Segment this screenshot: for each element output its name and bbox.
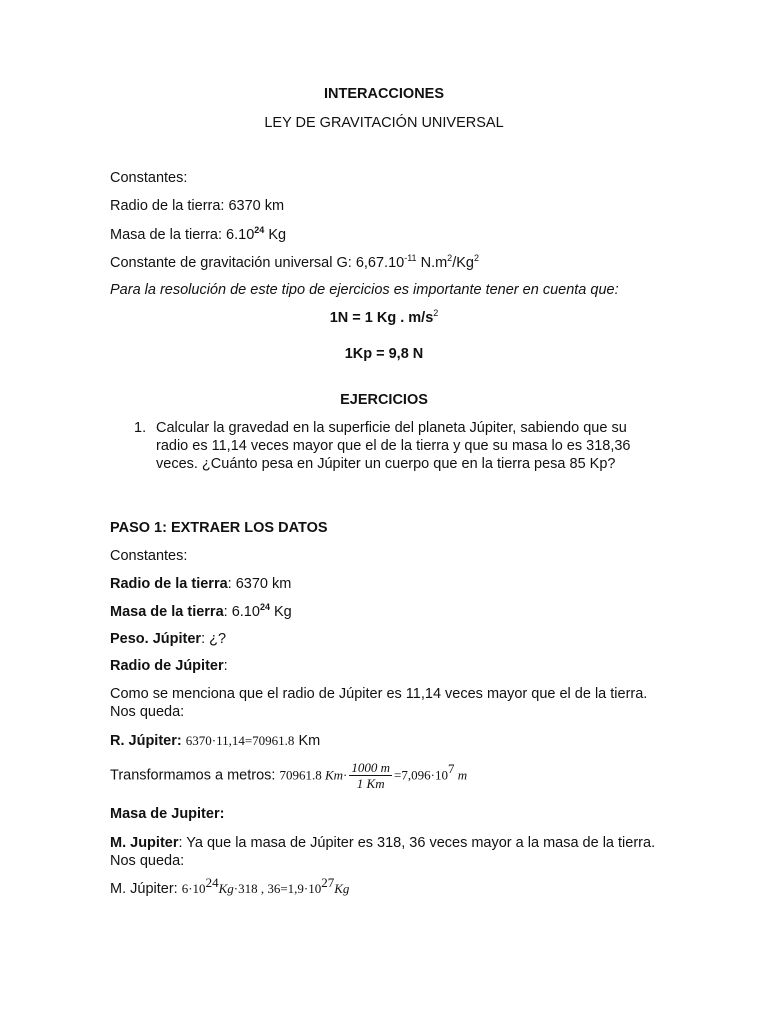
constant-earth-mass: Masa de la tierra: 6.10$^{24}$ Kg <box>110 225 287 243</box>
exercise-number: 1. <box>134 420 147 436</box>
conversion-fraction: $\frac{1000 m}{1 Km}$ <box>351 760 391 791</box>
step1-earth-mass: Masa de la tierra: 6.10$^{24}$ Kg <box>110 602 292 620</box>
page-title: INTERACCIONES <box>323 86 445 102</box>
meters-conversion: Transformamos a metros: 70961.8 Km· $\frac{1000 m}{1 Km}$ $=7,096\cdot 10^7$ m <box>110 760 468 791</box>
constant-earth-radius: Radio de la tierra: 6370 km <box>110 198 285 214</box>
page-subtitle: LEY DE GRAVITACIÓN UNIVERSAL <box>264 115 504 131</box>
jupiter-mass-explanation: M. Jupiter: Ya que la masa de Júpiter es 318, 36 veces mayor a la masa de la tierra. Nos queda: <box>110 835 656 869</box>
step1-heading: PASO 1: EXTRAER LOS DATOS <box>110 520 328 536</box>
exercise-text: Calcular la gravedad en la superficie del planeta Júpiter, sabiendo que su radio es 11,14 veces mayor que el de la tierra y que su masa lo es 318,36 veces. ¿Cuánto pesa en Júpiter un cuerpo que en la tierra pesa 85 Kp? <box>156 420 631 472</box>
jupiter-mass-heading: Masa de Jupiter: <box>110 806 225 822</box>
step1-jupiter-radius-label: Radio de Júpiter: <box>110 658 228 674</box>
resolution-note: Para la resolución de este tipo de ejercicios es importante tener en cuenta que: <box>110 282 619 298</box>
jupiter-radius-calc: R. Júpiter: 6370·11,14=70961.8 Km <box>110 733 321 749</box>
step1-jupiter-weight: Peso. Júpiter: ¿? <box>110 631 227 647</box>
jupiter-mass-calc: M. Júpiter: $6\cdot 10^{24}Kg\cdot 318$ , $36=1,9\cdot 10^{27}Kg$ <box>110 875 350 897</box>
formula-kp: 1Kp = 9,8 N <box>344 346 424 362</box>
jupiter-radius-explanation: Como se menciona que el radio de Júpiter es 11,14 veces mayor que el de la tierra. Nos queda: <box>110 686 648 720</box>
step1-constants: Constantes: <box>110 548 188 564</box>
constant-gravitation: Constante de gravitación universal G: $6,67.10^{-11}$ $N.m^2/Kg^2$ <box>110 253 479 271</box>
constants-heading: Constantes: <box>110 170 188 186</box>
formula-newton: 1N = 1 Kg . $m/s^2$ <box>329 308 439 326</box>
step1-earth-radius: Radio de la tierra: 6370 km <box>110 576 292 592</box>
exercises-heading: EJERCICIOS <box>340 392 428 408</box>
